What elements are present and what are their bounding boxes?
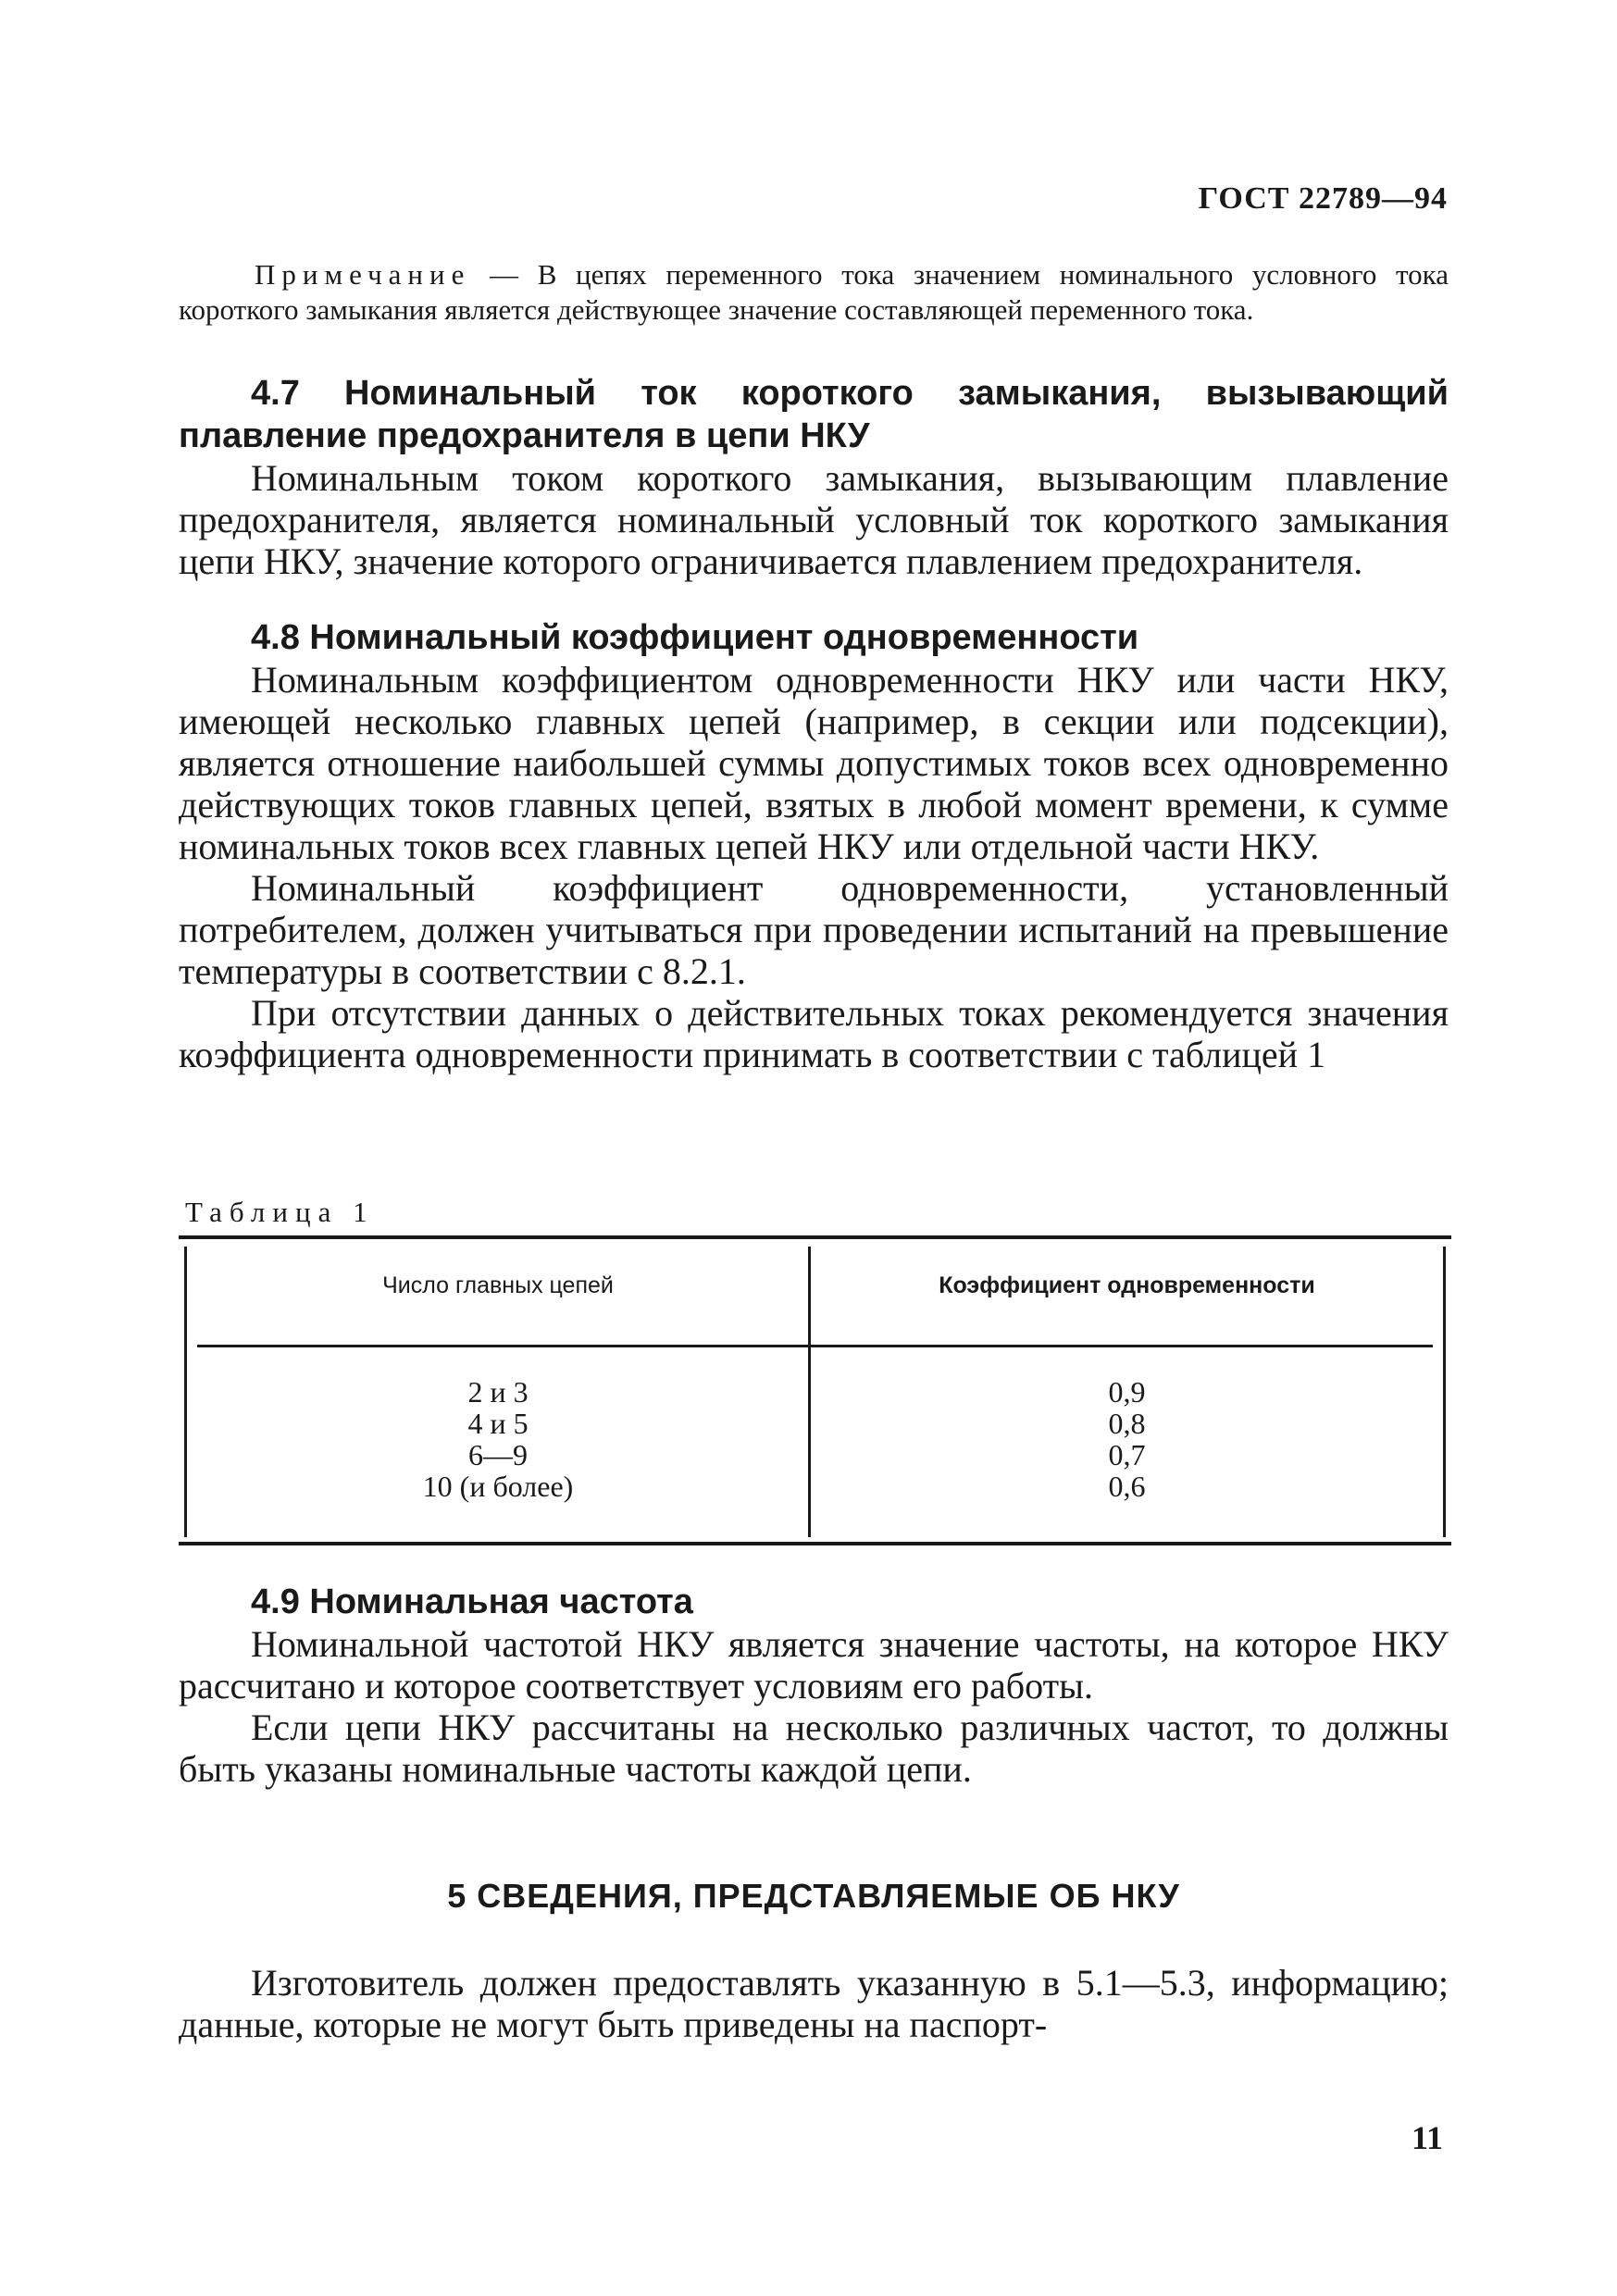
document-header: ГОСТ 22789—94 — [1198, 181, 1448, 216]
section-5 — [179, 1962, 1449, 2045]
table-1 — [179, 1235, 1451, 1545]
table-top-rule — [179, 1235, 1451, 1239]
table-column-coefficient — [811, 1376, 1443, 1502]
table-left-border — [184, 1247, 187, 1537]
page-number: 11 — [1411, 2119, 1443, 2156]
table-cell-coefficient: 0,7 — [1108, 1438, 1146, 1471]
section-4-9-heading: 4.9 Номинальная частота — [251, 1582, 693, 1621]
table-column-circuits — [188, 1376, 808, 1502]
section-4-9 — [179, 1581, 1449, 1790]
section-5-title: 5 СВЕДЕНИЯ, ПРЕДСТАВЛЯЕМЫЕ ОБ НКУ — [447, 1877, 1180, 1915]
table-cell-circuits: 2 и 3 — [467, 1375, 529, 1409]
section-4-8-paragraph-2: Номинальный коэффициент одновременности, установленный потребителем, должен учитываться при проведении испытаний на превышение температуры в соответствии с 8.2.1. — [179, 867, 1449, 992]
section-4-9-paragraph-2: Если цепи НКУ рассчитаны на несколько различных частот, то должны быть указаны номинальные частоты каждой цепи. — [179, 1706, 1449, 1790]
section-4-8-heading: 4.8 Номинальный коэффициент одновременности — [251, 618, 1139, 657]
table-bottom-rule — [179, 1542, 1451, 1545]
table-cell-circuits: 10 (и более) — [422, 1470, 574, 1503]
table-header-circuits: Число главных цепей — [382, 1272, 614, 1298]
table-header-coefficient: Коэффициент одновременности — [939, 1272, 1315, 1298]
table-cell-circuits: 6—9 — [468, 1438, 528, 1471]
note-paragraph — [179, 257, 1449, 328]
table-cell-circuits: 4 и 5 — [467, 1407, 529, 1440]
table-caption: Таблица 1 — [185, 1196, 375, 1228]
section-4-7 — [179, 372, 1449, 582]
section-4-8 — [179, 616, 1449, 1075]
table-right-border — [1443, 1247, 1446, 1537]
table-cell-coefficient: 0,8 — [1108, 1407, 1146, 1440]
note-text: — В цепях переменного тока значением номинального условного тока короткого замыкания является действующее значение составляющей переменного тока. — [179, 258, 1449, 326]
section-5-paragraph: Изготовитель должен предоставлять указанную в 5.1—5.3, информацию; данные, которые не могут быть приведены на паспорт- — [179, 1962, 1449, 2045]
note-label: Примечание — [255, 258, 471, 291]
section-4-8-paragraph-3: При отсутствии данных о действительных токах рекомендуется значения коэффициента одновременности принимать в соответствии с таблицей 1 — [179, 992, 1449, 1075]
section-4-7-paragraph: Номинальным током короткого замыкания, вызывающим плавление предохранителя, является номинальный условный ток короткого замыкания цепи НКУ, значение которого ограничивается плавлением предохранителя. — [179, 457, 1449, 582]
section-4-8-paragraph-1: Номинальным коэффициентом одновременности НКУ или части НКУ, имеющей несколько главных цепей (например, в секции или подсекции), является отношение наибольшей суммы допустимых токов всех одновременно действующих токов главных цепей, взятых в любой момент времени, к сумме номинальных токов всех главных цепей НКУ или отдельной части НКУ. — [179, 659, 1449, 867]
table-cell-coefficient: 0,6 — [1108, 1470, 1146, 1503]
section-4-7-heading: 4.7 Номинальный ток короткого замыкания, вызывающий плавление предохранителя в цепи НКУ — [179, 374, 1449, 455]
table-cell-coefficient: 0,9 — [1108, 1375, 1146, 1409]
section-4-9-paragraph-1: Номинальной частотой НКУ является значение частоты, на которое НКУ рассчитано и которое соответствует условиям его работы. — [179, 1623, 1449, 1706]
table-header-rule — [197, 1345, 1433, 1347]
